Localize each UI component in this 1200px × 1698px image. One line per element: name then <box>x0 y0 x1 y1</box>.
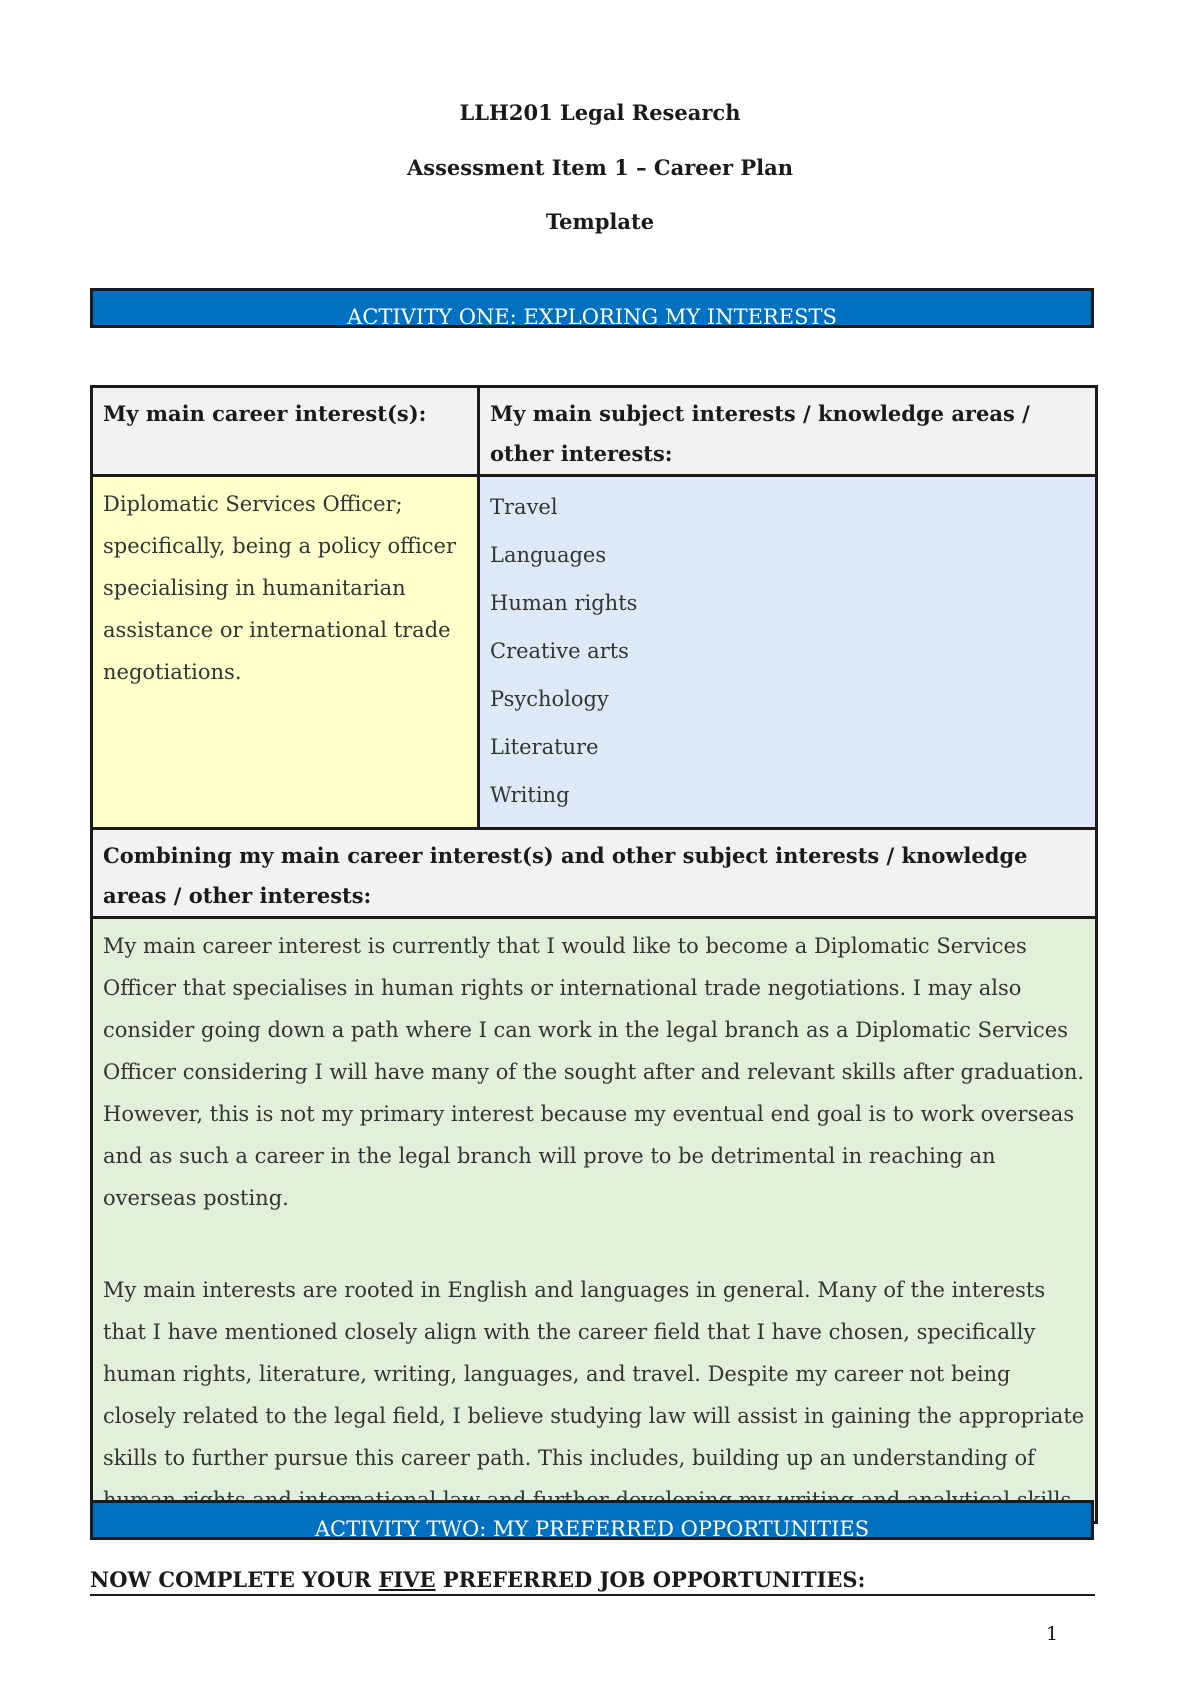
career-interest-header: My main career interest(s): <box>92 387 479 476</box>
subject-item: Writing <box>490 783 570 807</box>
subject-item: Human rights <box>490 591 638 615</box>
subject-item: Languages <box>490 543 607 567</box>
subject-item: Psychology <box>490 687 609 711</box>
combining-header: Combining my main career interest(s) and other subject interests / knowledge areas / other interests: <box>92 829 1097 918</box>
combining-cell[interactable] <box>92 918 1097 1523</box>
activity-two-banner: ACTIVITY TWO: MY PREFERRED OPPORTUNITIES <box>90 1500 1094 1540</box>
subject-interest-cell[interactable] <box>479 476 1097 829</box>
document-subtitle: Assessment Item 1 – Career Plan <box>406 155 794 180</box>
subject-item: Creative arts <box>490 639 629 663</box>
career-interest-cell[interactable]: Diplomatic Services Officer; specifically, being a policy officer specialising in humanitarian assistance or international trade negotiations. <box>92 476 479 829</box>
activity-one-banner: ACTIVITY ONE: EXPLORING MY INTERESTS <box>90 288 1094 328</box>
combining-paragraph-1: My main career interest is currently that I would like to become a Diplomatic Services Officer that specialises in human rights or international trade negotiations. I may also consider going down a path where I can work in the legal branch as a Diplomatic Services Officer considering I will have many of the sought after and relevant skills after graduation. However, this is not my primary interest because my eventual end goal is to work overseas and as such a career in the legal branch will prove to be detrimental in reaching an overseas posting. <box>103 934 1085 1210</box>
subject-item: Travel <box>490 495 558 519</box>
instruction-emphasis: FIVE <box>378 1567 436 1592</box>
instruction-text-start: NOW COMPLETE YOUR <box>90 1567 379 1592</box>
subject-item: Literature <box>490 735 599 759</box>
interests-table <box>90 385 1098 1524</box>
document-template-label: Template <box>545 209 655 234</box>
page-number: 1 <box>1046 1623 1059 1645</box>
combining-paragraph-2: My main interests are rooted in English and languages in general. Many of the interests that I have mentioned closely align with the career field that I have chosen, specifically human rights, literature, writing, languages, and travel. Despite my career not being closely related to the legal field, I believe studying law will assist in gaining the appropriate skills to further pursue this career path. This includes, building up an understanding of <box>103 1278 1085 1470</box>
instruction-text-end: PREFERRED JOB OPPORTUNITIES: <box>435 1567 866 1592</box>
job-opportunities-instruction <box>90 1567 1095 1596</box>
subject-interest-header: My main subject interests / knowledge areas / other interests: <box>479 387 1097 476</box>
document-title: LLH201 Legal Research <box>459 100 741 125</box>
